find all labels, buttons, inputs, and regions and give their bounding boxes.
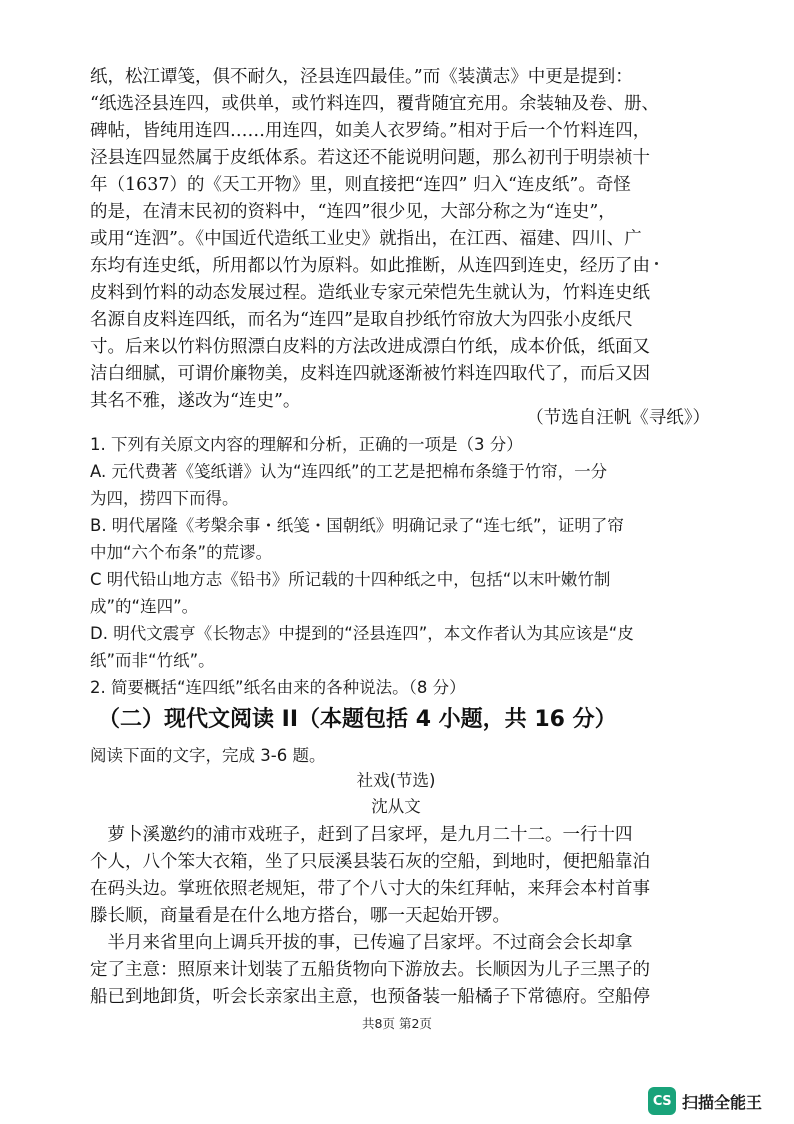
- question-2: 2. 简要概括“连四纸”纸名由来的各种说法。（8 分）: [90, 678, 466, 697]
- passage1-line: 或用“连泗”。《中国近代造纸工业史》就指出，在江西、福建、四川、广: [90, 229, 642, 249]
- option-d: D. 明代文震亨《长物志》中提到的“泾县连四”，本文作者认为其应该是“皮: [90, 624, 634, 643]
- section-instruction: 阅读下面的文字，完成 3-6 题。: [90, 746, 326, 765]
- story-line: 船已到地卸货，听会长亲家出主意，也预备装一船橘子下常德府。空船停: [90, 987, 650, 1007]
- passage1-line: 寸。后来以竹料仿照漂白皮料的方法改进成漂白竹纸，成本价低，纸面又: [90, 337, 650, 357]
- option-b-cont: 中加“六个布条”的荒谬。: [90, 543, 273, 562]
- page-footer: 共8页 第2页: [362, 1016, 432, 1031]
- story-line: 滕长顺，商量看是在什么地方搭台，哪一天起始开锣。: [90, 906, 510, 926]
- watermark-text: 扫描全能王: [682, 1092, 763, 1112]
- passage1-source: （节选自汪帆《寻纸》）: [526, 408, 710, 428]
- story-line: 定了主意：照原来计划装了五船货物向下游放去。长顺因为儿子三黑子的: [90, 960, 650, 980]
- story-line: 萝卜溪邀约的浦市戏班子，赶到了吕家坪，是九月二十二。一行十四: [90, 825, 633, 845]
- passage1-line: 的是，在清末民初的资料中，“连四”很少见，大部分称之为“连史”，: [90, 202, 616, 222]
- camscanner-logo-icon: CS: [648, 1087, 676, 1115]
- story-author: 沈从文: [371, 797, 421, 816]
- story-title: 社戏(节选): [356, 771, 436, 790]
- passage1-line: 年（1637）的《天工开物》里，则直接把“连四” 归入“连皮纸”。奇怪: [90, 175, 631, 195]
- passage1-line: 东均有连史纸，所用都以竹为原料。如此推断，从连四到连史，经历了由: [90, 256, 650, 276]
- option-c: C 明代铅山地方志《铅书》所记载的十四种纸之中，包括“以末叶嫩竹制: [90, 570, 611, 589]
- option-c-cont: 成”的“连四”。: [90, 597, 199, 616]
- question-1: 1. 下列有关原文内容的理解和分析，正确的一项是（3 分）: [90, 435, 523, 454]
- passage1-line: 纸，松江谭笺，俱不耐久，泾县连四最佳。”而《装潢志》中更是提到：: [90, 67, 633, 87]
- option-d-cont: 纸”而非“竹纸”。: [90, 651, 215, 670]
- option-a-cont: 为四，捞四下而得。: [90, 489, 239, 508]
- story-line: 在码头边。掌班依照老规矩，带了个八寸大的朱红拜帖，来拜会本村首事: [90, 879, 650, 899]
- passage1-line: 泾县连四显然属于皮纸体系。若这还不能说明问题，那么初刊于明崇祯十: [90, 148, 650, 168]
- passage1-line: 碑帖，皆纯用连四……用连四，如美人衣罗绮。”相对于后一个竹料连四，: [90, 121, 651, 141]
- passage1-line: 皮料到竹料的动态发展过程。造纸业专家元荣恺先生就认为，竹料连史纸: [90, 283, 650, 303]
- section-heading: （二）现代文阅读 II（本题包括 4 小题，共 16 分）: [98, 707, 617, 732]
- passage1-line: 名源自皮料连四纸，而名为“连四”是取自抄纸竹帘放大为四张小皮纸尺: [90, 310, 633, 330]
- story-line: 个人，八个笨大衣箱，坐了只辰溪县装石灰的空船，到地时，便把船靠泊: [90, 852, 650, 872]
- passage1-line: “纸选泾县连四，或供单，或竹料连四，覆背随宜充用。余装轴及卷、册、: [90, 94, 659, 114]
- story-line: 半月来省里向上调兵开拔的事，已传遍了吕家坪。不过商会会长却拿: [90, 933, 633, 953]
- option-b: B. 明代屠隆《考槃余事・纸笺・国朝纸》明确记录了“连七纸”，证明了帘: [90, 516, 624, 535]
- option-a: A. 元代费著《笺纸谱》认为“连四纸”的工艺是把棉布条缝于竹帘，一分: [90, 462, 608, 481]
- scanner-watermark: [648, 1086, 762, 1116]
- scan-speck: [655, 262, 658, 265]
- passage1-line: 其名不雅，遂改为“连史”。: [90, 391, 301, 411]
- passage1-line: 洁白细腻，可谓价廉物美，皮料连四就逐渐被竹料连四取代了，而后又因: [90, 364, 650, 384]
